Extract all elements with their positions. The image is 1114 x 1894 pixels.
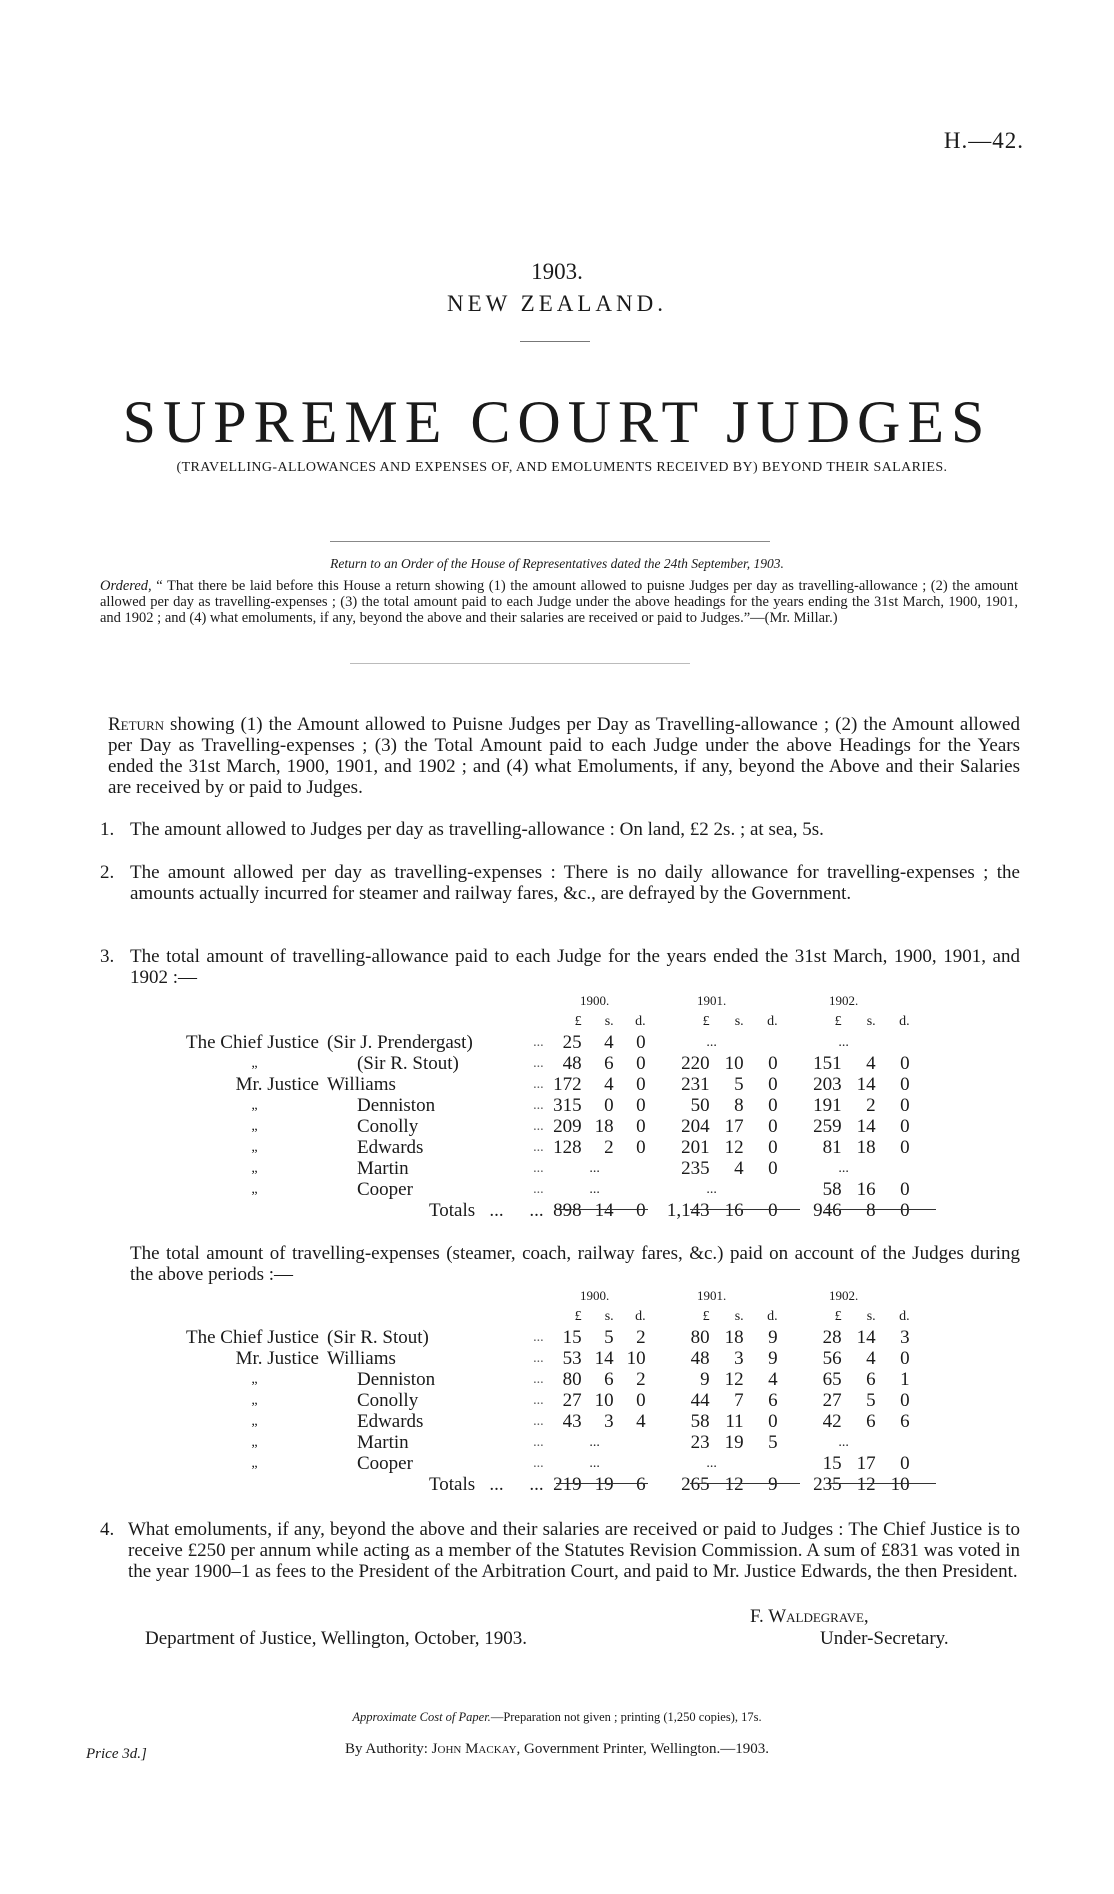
judge-name: Edwards bbox=[356, 1411, 424, 1432]
amount-shillings: 6 bbox=[604, 1369, 614, 1390]
amount-shillings: 12 bbox=[724, 1369, 744, 1390]
unit-shillings: s. bbox=[604, 1014, 614, 1029]
year-header: 1901. bbox=[697, 993, 727, 1008]
expenses-intro-text: The total amount of travelling-expenses (steamer, coach, railway fares, &c.) paid on account of the Judges during the above periods :— bbox=[130, 1243, 1020, 1285]
totals-row bbox=[186, 1474, 910, 1495]
amount-pence: 0 bbox=[900, 1095, 910, 1116]
cost-line bbox=[0, 1710, 1114, 1725]
leader-dots: ... bbox=[533, 1140, 544, 1155]
ordered-word: Ordered, bbox=[100, 578, 152, 594]
table-row bbox=[186, 1369, 910, 1390]
amount-pence: 10 bbox=[626, 1348, 646, 1369]
judge-name: Edwards bbox=[356, 1137, 424, 1158]
signatory-name: F. Waldegrave, bbox=[750, 1606, 869, 1627]
amount-pence: 4 bbox=[768, 1369, 778, 1390]
nil-value: ... bbox=[838, 1435, 849, 1450]
amount-pounds: 50 bbox=[690, 1095, 710, 1116]
amount-pounds: 53 bbox=[562, 1348, 582, 1369]
amount-pence: 2 bbox=[636, 1327, 646, 1348]
year-header-row bbox=[186, 1285, 910, 1306]
total-shillings-1901: 16 bbox=[724, 1200, 744, 1221]
amount-shillings: 12 bbox=[724, 1137, 744, 1158]
amount-pence: 2 bbox=[636, 1369, 646, 1390]
unit-pence: d. bbox=[767, 1014, 778, 1029]
unit-shillings: s. bbox=[734, 1309, 744, 1324]
amount-pounds: 65 bbox=[822, 1369, 842, 1390]
amount-pence: 0 bbox=[900, 1116, 910, 1137]
amount-pence: 0 bbox=[636, 1053, 646, 1074]
amount-shillings: 17 bbox=[856, 1453, 876, 1474]
leader-dots: ... bbox=[533, 1414, 544, 1429]
amount-pounds: 58 bbox=[822, 1179, 842, 1200]
amount-pence: 0 bbox=[636, 1074, 646, 1095]
amount-pounds: 80 bbox=[562, 1369, 582, 1390]
allowance-table bbox=[186, 990, 910, 1221]
unit-header-row bbox=[186, 1011, 910, 1032]
authority-prefix: By Authority: bbox=[344, 1741, 428, 1757]
amount-shillings: 4 bbox=[734, 1158, 744, 1179]
amount-pounds: 27 bbox=[822, 1390, 842, 1411]
intro-paragraph bbox=[108, 714, 1020, 798]
judge-name: Martin bbox=[356, 1158, 409, 1179]
item-3 bbox=[100, 946, 1020, 988]
leader-dots: ... bbox=[533, 1435, 544, 1450]
total-pounds-1901: 1,143 bbox=[666, 1200, 710, 1221]
amount-shillings: 0 bbox=[604, 1095, 614, 1116]
amount-shillings: 10 bbox=[594, 1390, 614, 1411]
table-row bbox=[186, 1411, 910, 1432]
amount-pence: 0 bbox=[636, 1390, 646, 1411]
item-text: The total amount of travelling-allowance paid to each Judge for the years ended the 31st March, 1900, 1901, and 1902 :— bbox=[130, 946, 1020, 988]
amount-shillings: 16 bbox=[856, 1179, 876, 1200]
amount-shillings: 4 bbox=[866, 1348, 876, 1369]
totals-label: Totals ... bbox=[428, 1474, 504, 1495]
amount-pence: 6 bbox=[900, 1411, 910, 1432]
item-4 bbox=[100, 1519, 1020, 1582]
total-pounds-1902: 235 bbox=[813, 1474, 842, 1495]
sum-rule bbox=[826, 1483, 936, 1484]
item-number: 2. bbox=[100, 862, 115, 883]
total-shillings-1902: 8 bbox=[866, 1200, 876, 1221]
amount-pounds: 235 bbox=[681, 1158, 710, 1179]
sum-rule bbox=[690, 1209, 800, 1210]
leader-dots: ... bbox=[533, 1182, 544, 1197]
amount-shillings: 5 bbox=[604, 1327, 614, 1348]
amount-shillings: 14 bbox=[856, 1327, 876, 1348]
signatory-title: Under-Secretary. bbox=[820, 1628, 949, 1649]
amount-shillings: 18 bbox=[724, 1327, 744, 1348]
amount-pence: 5 bbox=[768, 1432, 778, 1453]
amount-shillings: 2 bbox=[604, 1137, 614, 1158]
judge-name: Conolly bbox=[356, 1116, 419, 1137]
unit-pounds: £ bbox=[702, 1014, 710, 1029]
amount-shillings: 7 bbox=[734, 1390, 744, 1411]
judge-prefix: „ bbox=[251, 1456, 258, 1471]
leader-dots: ... bbox=[533, 1330, 544, 1345]
unit-pounds: £ bbox=[834, 1309, 842, 1324]
amount-pounds: 220 bbox=[681, 1053, 710, 1074]
amount-pounds: 151 bbox=[813, 1053, 842, 1074]
amount-pounds: 27 bbox=[562, 1390, 582, 1411]
amount-pence: 9 bbox=[768, 1327, 778, 1348]
amount-shillings: 14 bbox=[594, 1348, 614, 1369]
leader-dots: ... bbox=[533, 1372, 544, 1387]
unit-pence: d. bbox=[767, 1309, 778, 1324]
leader-dots: ... bbox=[533, 1056, 544, 1071]
unit-shillings: s. bbox=[866, 1309, 876, 1324]
year-header-row bbox=[186, 990, 910, 1011]
amount-pence: 6 bbox=[768, 1390, 778, 1411]
item-number: 4. bbox=[100, 1519, 115, 1540]
amount-pounds: 23 bbox=[690, 1432, 710, 1453]
table-row bbox=[186, 1348, 910, 1369]
unit-shillings: s. bbox=[866, 1014, 876, 1029]
judge-prefix: „ bbox=[251, 1098, 258, 1113]
leader-dots: ... bbox=[533, 1456, 544, 1471]
leader-dots: ... bbox=[529, 1200, 544, 1221]
cost-text: —Preparation not given ; printing (1,250 copies), 17s. bbox=[490, 1710, 762, 1724]
amount-pounds: 231 bbox=[681, 1074, 710, 1095]
total-shillings-1900: 14 bbox=[594, 1200, 614, 1221]
amount-shillings: 5 bbox=[866, 1390, 876, 1411]
amount-shillings: 11 bbox=[725, 1411, 744, 1432]
sum-rule bbox=[556, 1209, 648, 1210]
leader-dots: ... bbox=[533, 1077, 544, 1092]
judge-prefix: „ bbox=[251, 1435, 258, 1450]
amount-shillings: 18 bbox=[594, 1116, 614, 1137]
authority-suffix: Government Printer, Wellington.—1903. bbox=[524, 1741, 769, 1757]
item-2 bbox=[100, 862, 1020, 904]
unit-pounds: £ bbox=[834, 1014, 842, 1029]
amount-pence: 0 bbox=[900, 1348, 910, 1369]
amount-pounds: 172 bbox=[553, 1074, 582, 1095]
divider bbox=[520, 341, 590, 342]
department-line: Department of Justice, Wellington, October, 1903. bbox=[145, 1628, 528, 1649]
leader-dots: ... bbox=[529, 1474, 544, 1495]
printer-name: John Mackay, bbox=[431, 1741, 521, 1757]
table-row bbox=[186, 1074, 910, 1095]
judge-name: Cooper bbox=[356, 1179, 413, 1200]
amount-pounds: 203 bbox=[813, 1074, 842, 1095]
amount-shillings: 8 bbox=[734, 1095, 744, 1116]
leader-dots: ... bbox=[533, 1035, 544, 1050]
judge-name: Denniston bbox=[356, 1095, 436, 1116]
ordered-text: “ That there be laid before this House a return showing (1) the amount allowed to puisne Judges per day as travelling-allowance ; (2) the amount allowed per day as travelling-expenses ; (3) the total amount paid to each Judge under the above headings for the years ending the 31st March, 1900, 1901, and 1902 ; and (4) what emoluments, if any, beyond the above and their salaries are received or paid to Judges.”—(Mr. Millar.) bbox=[100, 578, 1019, 626]
unit-pounds: £ bbox=[702, 1309, 710, 1324]
item-text: The amount allowed per day as travelling-expenses : There is no daily allowance for travelling-expenses ; the amounts actually incurred for steamer and railway fares, &c., are defrayed by the Government. bbox=[130, 862, 1020, 904]
amount-pence: 0 bbox=[636, 1137, 646, 1158]
authority-line bbox=[0, 1741, 1114, 1758]
order-paragraph bbox=[100, 578, 1018, 626]
country-heading: NEW ZEALAND. bbox=[446, 291, 668, 316]
total-pence-1901: 0 bbox=[768, 1200, 778, 1221]
amount-shillings: 5 bbox=[734, 1074, 744, 1095]
amount-pounds: 48 bbox=[690, 1348, 710, 1369]
judge-name: Williams bbox=[326, 1348, 396, 1369]
leader-dots: ... bbox=[533, 1161, 544, 1176]
total-pounds-1900: 898 bbox=[553, 1200, 582, 1221]
total-shillings-1900: 19 bbox=[594, 1474, 614, 1495]
amount-shillings: 6 bbox=[604, 1053, 614, 1074]
amount-pence: 0 bbox=[900, 1074, 910, 1095]
year-header: 1900. bbox=[580, 993, 610, 1008]
judge-name: Martin bbox=[356, 1432, 409, 1453]
amount-shillings: 4 bbox=[604, 1074, 614, 1095]
year-header: 1902. bbox=[829, 1288, 859, 1303]
amount-pence: 0 bbox=[768, 1074, 778, 1095]
nil-value: ... bbox=[589, 1161, 600, 1176]
judge-prefix: „ bbox=[251, 1414, 258, 1429]
table-row bbox=[186, 1158, 910, 1179]
table-row bbox=[186, 1116, 910, 1137]
amount-pence: 0 bbox=[900, 1137, 910, 1158]
item-number: 3. bbox=[100, 946, 115, 967]
amount-pounds: 204 bbox=[681, 1116, 710, 1137]
nil-value: ... bbox=[838, 1035, 849, 1050]
amount-pounds: 9 bbox=[700, 1369, 710, 1390]
amount-pence: 0 bbox=[900, 1053, 910, 1074]
return-order-line: Return to an Order of the House of Representatives dated the 24th September, 1903. bbox=[330, 556, 784, 571]
judge-prefix: „ bbox=[251, 1372, 258, 1387]
judge-name: Conolly bbox=[356, 1390, 419, 1411]
item-1 bbox=[100, 819, 1020, 840]
nil-value: ... bbox=[589, 1456, 600, 1471]
table-row bbox=[186, 1053, 910, 1074]
amount-shillings: 18 bbox=[856, 1137, 876, 1158]
item-number: 1. bbox=[100, 819, 115, 840]
total-pounds-1901: 265 bbox=[681, 1474, 710, 1495]
document-year: 1903. bbox=[531, 259, 583, 284]
amount-pence: 3 bbox=[900, 1327, 910, 1348]
amount-pounds: 48 bbox=[562, 1053, 582, 1074]
amount-pounds: 201 bbox=[681, 1137, 710, 1158]
page-title: SUPREME COURT JUDGES bbox=[122, 389, 992, 455]
amount-shillings: 2 bbox=[866, 1095, 876, 1116]
nil-value: ... bbox=[706, 1456, 717, 1471]
table-row bbox=[186, 1032, 910, 1053]
judge-name: Denniston bbox=[356, 1369, 436, 1390]
amount-shillings: 6 bbox=[866, 1369, 876, 1390]
page-subtitle: (TRAVELLING-ALLOWANCES AND EXPENSES OF, AND EMOLUMENTS RECEIVED BY) BEYOND THEIR SALARIES. bbox=[176, 460, 948, 475]
leader-dots: ... bbox=[533, 1393, 544, 1408]
total-pence-1901: 9 bbox=[768, 1474, 778, 1495]
amount-pence: 0 bbox=[900, 1453, 910, 1474]
amount-pence: 0 bbox=[900, 1179, 910, 1200]
document-id: H.—42. bbox=[943, 128, 1024, 153]
unit-pounds: £ bbox=[574, 1309, 582, 1324]
judge-name: (Sir R. Stout) bbox=[356, 1053, 459, 1074]
judge-name: Williams bbox=[326, 1074, 396, 1095]
table-row bbox=[186, 1179, 910, 1200]
divider bbox=[330, 541, 770, 542]
table-row bbox=[186, 1432, 910, 1453]
table-row bbox=[186, 1327, 910, 1348]
amount-shillings: 6 bbox=[866, 1411, 876, 1432]
amount-pounds: 80 bbox=[690, 1327, 710, 1348]
judge-prefix: „ bbox=[251, 1182, 258, 1197]
amount-pence: 0 bbox=[768, 1116, 778, 1137]
year-header: 1901. bbox=[697, 1288, 727, 1303]
amount-pounds: 43 bbox=[562, 1411, 582, 1432]
intro-text: showing (1) the Amount allowed to Puisne Judges per Day as Travelling-allowance ; (2) the Amount allowed per Day as Travelling-expenses ; (3) the Total Amount paid to each Judge under the above Headings for the Years ended the 31st March, 1900, 1901, and 1902 ; and (4) what Emoluments, if any, beyond the Above and their Salaries are received by or paid to Judges. bbox=[108, 714, 1020, 798]
amount-pounds: 42 bbox=[822, 1411, 842, 1432]
amount-shillings: 19 bbox=[724, 1432, 744, 1453]
totals-label: Totals ... bbox=[428, 1200, 504, 1221]
nil-value: ... bbox=[589, 1435, 600, 1450]
total-pounds-1902: 946 bbox=[813, 1200, 842, 1221]
nil-value: ... bbox=[589, 1182, 600, 1197]
unit-shillings: s. bbox=[604, 1309, 614, 1324]
amount-pence: 1 bbox=[900, 1369, 910, 1390]
item-text: What emoluments, if any, beyond the above and their salaries are received or paid to Judges : The Chief Justice is to receive £250 per annum while acting as a member of the Statutes Revision Commission. A sum of £831 was voted in the year 1900–1 as fees to the President of the Arbitration Court, and paid to Mr. Justice Edwards, the then President. bbox=[128, 1519, 1020, 1582]
year-header: 1900. bbox=[580, 1288, 610, 1303]
amount-pence: 4 bbox=[636, 1411, 646, 1432]
nil-value: ... bbox=[706, 1182, 717, 1197]
amount-pence: 0 bbox=[768, 1137, 778, 1158]
amount-shillings: 17 bbox=[724, 1116, 744, 1137]
amount-pence: 0 bbox=[768, 1411, 778, 1432]
unit-pounds: £ bbox=[574, 1014, 582, 1029]
amount-pounds: 25 bbox=[562, 1032, 582, 1053]
judge-prefix: „ bbox=[251, 1393, 258, 1408]
total-pounds-1900: 219 bbox=[553, 1474, 582, 1495]
total-pence-1900: 6 bbox=[636, 1474, 646, 1495]
intro-lead: Return bbox=[108, 714, 165, 735]
amount-pounds: 259 bbox=[813, 1116, 842, 1137]
amount-pence: 0 bbox=[636, 1032, 646, 1053]
judge-prefix: The Chief Justice bbox=[186, 1327, 319, 1348]
unit-pence: d. bbox=[899, 1014, 910, 1029]
allowance-rows bbox=[186, 1032, 910, 1200]
price-label: Price 3d.] bbox=[86, 1746, 147, 1762]
leader-dots: ... bbox=[533, 1119, 544, 1134]
judge-prefix: „ bbox=[251, 1119, 258, 1134]
total-shillings-1902: 12 bbox=[856, 1474, 876, 1495]
amount-pence: 0 bbox=[768, 1053, 778, 1074]
divider bbox=[350, 663, 690, 664]
table-row bbox=[186, 1137, 910, 1158]
amount-pounds: 28 bbox=[822, 1327, 842, 1348]
totals-row bbox=[186, 1200, 910, 1221]
table-row bbox=[186, 1095, 910, 1116]
total-pence-1902: 0 bbox=[900, 1200, 910, 1221]
amount-pence: 0 bbox=[636, 1095, 646, 1116]
expenses-intro bbox=[130, 1243, 1020, 1285]
total-pence-1902: 10 bbox=[890, 1474, 910, 1495]
table-row bbox=[186, 1390, 910, 1411]
judge-name: (Sir J. Prendergast) bbox=[326, 1032, 473, 1053]
amount-pounds: 209 bbox=[553, 1116, 582, 1137]
amount-pounds: 58 bbox=[690, 1411, 710, 1432]
judge-name: Cooper bbox=[356, 1453, 413, 1474]
expenses-rows bbox=[186, 1327, 910, 1474]
cost-label: Approximate Cost of Paper. bbox=[352, 1710, 491, 1724]
amount-shillings: 14 bbox=[856, 1074, 876, 1095]
judge-prefix: The Chief Justice bbox=[186, 1032, 319, 1053]
amount-pounds: 315 bbox=[553, 1095, 582, 1116]
amount-shillings: 4 bbox=[604, 1032, 614, 1053]
judge-prefix: Mr. Justice bbox=[235, 1074, 319, 1095]
judge-name: (Sir R. Stout) bbox=[326, 1327, 429, 1348]
amount-pounds: 191 bbox=[813, 1095, 842, 1116]
year-header: 1902. bbox=[829, 993, 859, 1008]
unit-pence: d. bbox=[635, 1309, 646, 1324]
amount-shillings: 14 bbox=[856, 1116, 876, 1137]
amount-pounds: 128 bbox=[553, 1137, 582, 1158]
amount-shillings: 4 bbox=[866, 1053, 876, 1074]
amount-pence: 0 bbox=[768, 1095, 778, 1116]
leader-dots: ... bbox=[533, 1351, 544, 1366]
item-text: The amount allowed to Judges per day as travelling-allowance : On land, £2 2s. ; at sea, 5s. bbox=[130, 819, 824, 840]
table-row bbox=[186, 1453, 910, 1474]
unit-pence: d. bbox=[635, 1014, 646, 1029]
judge-prefix: „ bbox=[251, 1161, 258, 1176]
nil-value: ... bbox=[706, 1035, 717, 1050]
unit-header-row bbox=[186, 1306, 910, 1327]
judge-prefix: „ bbox=[251, 1056, 258, 1071]
total-shillings-1901: 12 bbox=[724, 1474, 744, 1495]
unit-shillings: s. bbox=[734, 1014, 744, 1029]
total-pence-1900: 0 bbox=[636, 1200, 646, 1221]
amount-pence: 0 bbox=[900, 1390, 910, 1411]
amount-pence: 0 bbox=[768, 1158, 778, 1179]
amount-pounds: 15 bbox=[562, 1327, 582, 1348]
amount-shillings: 10 bbox=[724, 1053, 744, 1074]
expenses-table bbox=[186, 1285, 910, 1495]
amount-pounds: 44 bbox=[690, 1390, 710, 1411]
amount-shillings: 3 bbox=[734, 1348, 744, 1369]
amount-pence: 9 bbox=[768, 1348, 778, 1369]
leader-dots: ... bbox=[533, 1098, 544, 1113]
sum-rule bbox=[556, 1483, 648, 1484]
amount-pence: 0 bbox=[636, 1116, 646, 1137]
judge-prefix: „ bbox=[251, 1140, 258, 1155]
judge-prefix: Mr. Justice bbox=[235, 1348, 319, 1369]
sum-rule bbox=[826, 1209, 936, 1210]
sum-rule bbox=[690, 1483, 800, 1484]
unit-pence: d. bbox=[899, 1309, 910, 1324]
nil-value: ... bbox=[838, 1161, 849, 1176]
amount-pounds: 15 bbox=[822, 1453, 842, 1474]
amount-pounds: 81 bbox=[822, 1137, 842, 1158]
amount-shillings: 3 bbox=[604, 1411, 614, 1432]
amount-pounds: 56 bbox=[822, 1348, 842, 1369]
